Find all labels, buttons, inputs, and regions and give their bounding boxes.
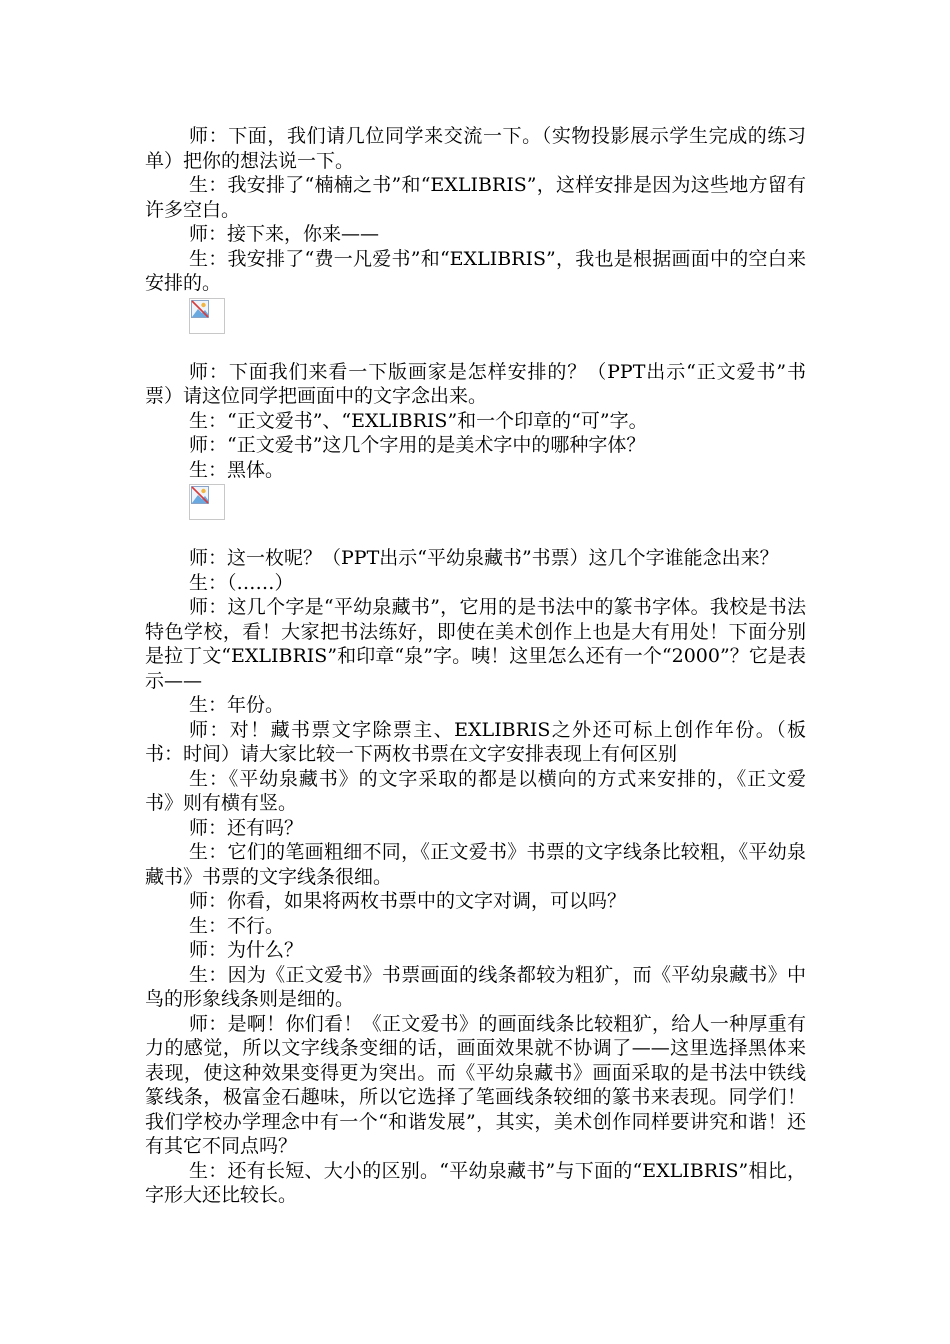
dialogue-paragraph: 师：你看，如果将两枚书票中的文字对调，可以吗？ <box>189 890 627 912</box>
dialogue-paragraph: 师：是啊！你们看！《正文爱书》的画面线条比较粗犷，给人一种厚重有力的感觉，所以文字线条变细的话，画面效果就不协调了——这里选择黑体来表现，使这种效果变得更为突出。而《平幼泉藏书》画面采取的是书法中铁线篆线条，极富金石趣味，所以它选择了笔画线条较细的篆书来表现。同学们！我们学校办学理念中有一个“和谐发展”，其实，美术创作同样要讲究和谐！还有其它不同点吗？ <box>145 1012 806 1157</box>
dialogue-paragraph: 生：黑体。 <box>189 458 285 481</box>
dialogue-paragraph: 师：对！藏书票文字除票主、EXLIBRIS之外还可标上创作年份。（板书：时间）请大家比较一下两枚书票在文字安排表现上有何区别 <box>145 718 806 765</box>
dialogue-paragraph: 生：因为《正文爱书》书票画面的线条都较为粗犷，而《平幼泉藏书》中鸟的形象线条则是细的。 <box>145 963 806 1010</box>
dialogue-paragraph: 师：这一枚呢？（PPT出示“平幼泉藏书”书票）这几个字谁能念出来？ <box>189 547 779 569</box>
dialogue-paragraph: 生：它们的笔画粗细不同，《正文爱书》书票的文字线条比较粗，《平幼泉藏书》书票的文字线条很细。 <box>145 841 806 888</box>
dialogue-paragraph: 生：我安排了“费一凡爱书”和“EXLIBRIS”，我也是根据画面中的空白来安排的。 <box>145 247 806 294</box>
broken-image-icon <box>189 298 225 334</box>
dialogue-paragraph: 生：还有长短、大小的区别。“平幼泉藏书”与下面的“EXLIBRIS”相比，字形大还比较长。 <box>145 1159 806 1206</box>
dialogue-paragraph: 生：我安排了“楠楠之书”和“EXLIBRIS”，这样安排是因为这些地方留有许多空白。 <box>145 174 806 221</box>
dialogue-paragraph: 生：《平幼泉藏书》的文字采取的都是以横向的方式来安排的，《正文爱书》则有横有竖。 <box>145 767 806 814</box>
dialogue-paragraph: 师：下面我们来看一下版画家是怎样安排的？（PPT出示“正文爱书”书票）请这位同学把画面中的文字念出来。 <box>145 360 806 407</box>
document-page <box>145 124 806 1208</box>
dialogue-paragraph: 师：为什么？ <box>189 939 304 961</box>
dialogue-paragraph: 师：接下来，你来—— <box>189 223 380 245</box>
broken-image-icon <box>189 484 225 520</box>
dialogue-paragraph: 生：年份。 <box>189 694 285 716</box>
dialogue-paragraph: 师：“正文爱书”这几个字用的是美术字中的哪种字体？ <box>189 434 646 456</box>
dialogue-paragraph: 生：（……） <box>189 571 294 594</box>
image-block <box>145 298 806 360</box>
dialogue-paragraph: 师：下面，我们请几位同学来交流一下。（实物投影展示学生完成的练习单）把你的想法说一下。 <box>145 125 806 172</box>
dialogue-paragraph: 师：还有吗？ <box>189 816 304 839</box>
image-block <box>145 484 806 546</box>
dialogue-paragraph: 师：这几个字是“平幼泉藏书”，它用的是书法中的篆书字体。我校是书法特色学校，看！大家把书法练好，即使在美术创作上也是大有用处！下面分别是拉丁文“EXLIBRIS”和印章“泉”字。咦！这里怎么还有一个“2000”？它是表示—— <box>145 596 806 692</box>
dialogue-paragraph: 生：不行。 <box>189 914 285 937</box>
dialogue-paragraph: 生：“正文爱书”、“EXLIBRIS”和一个印章的“可”字。 <box>189 409 648 432</box>
